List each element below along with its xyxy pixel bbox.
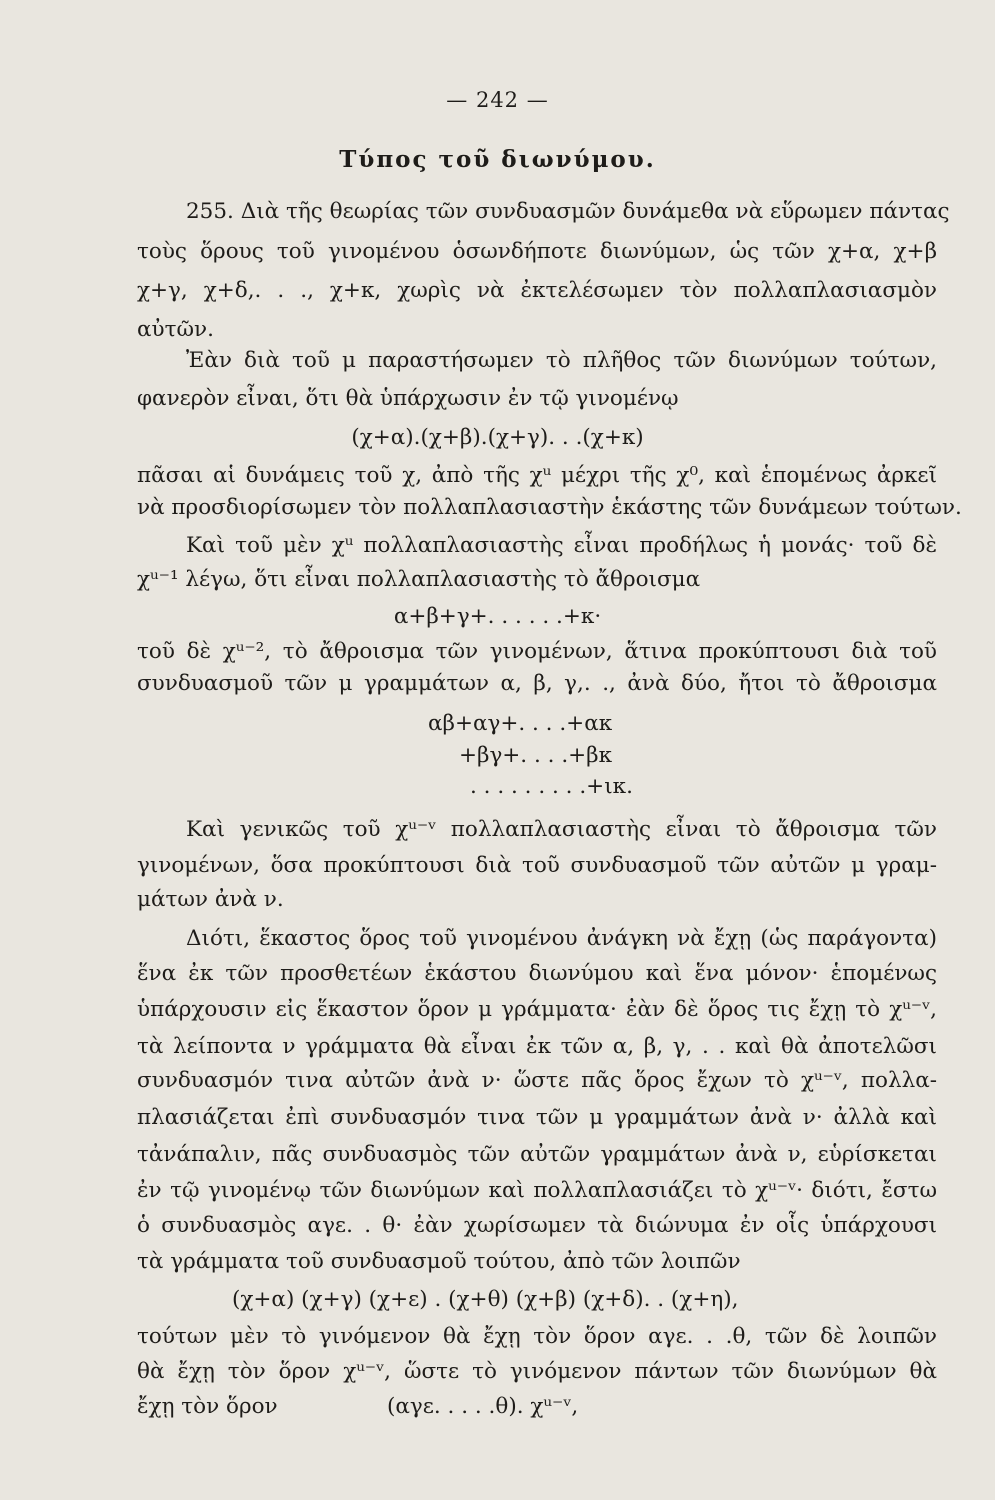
text-line: χᵘ⁻¹ λέγω, ὅτι εἶναι πολλαπλασιαστὴς τὸ ἄθροισμα (137, 567, 701, 592)
text-line: νὰ προσδιορίσωμεν τὸν πολλαπλασιαστὴν ἑκάστης τῶν δυνάμεων τούτων. (137, 495, 962, 520)
text-line: πλασιάζεται ἐπὶ συνδυασμόν τινα τῶν μ γραμμάτων ἀνὰ ν· ἀλλὰ καὶ (137, 1105, 937, 1130)
text-line: τοὺς ὅρους τοῦ γινομένου ὁσωνδήποτε διωνύμων, ὡς τῶν χ+α, χ+β (137, 239, 937, 264)
text-line: γινομένων, ὅσα προκύπτουσι διὰ τοῦ συνδυασμοῦ τῶν αὐτῶν μ γραμ- (137, 853, 937, 878)
formula-line: α+β+γ+. . . . . .+κ· (393, 604, 602, 629)
text-line: ὁ συνδυασμὸς αγε. . θ· ἐὰν χωρίσωμεν τὰ διώνυμα ἐν οἷς ὑπάρχουσι (137, 1213, 937, 1238)
formula-line: αβ+αγ+. . . .+ακ (428, 711, 613, 736)
text-line: ἕνα ἐκ τῶν προσθετέων ἑκάστου διωνύμου καὶ ἕνα μόνον· ἑπομένως (137, 961, 937, 986)
text-line: αὐτῶν. (137, 317, 214, 342)
text-line: 255. Διὰ τῆς θεωρίας τῶν συνδυασμῶν δυνάμεθα νὰ εὕρωμεν πάντας (186, 199, 950, 224)
text-line: συνδυασμόν τινα αὐτῶν ἀνὰ ν· ὥστε πᾶς ὅρος ἔχων τὸ χᵘ⁻ᵛ, πολλα- (137, 1068, 937, 1093)
text-line: τἀνάπαλιν, πᾶς συνδυασμὸς τῶν αὐτῶν γραμμάτων ἀνὰ ν, εὑρίσκεται (137, 1142, 937, 1167)
text-line: Ἐὰν διὰ τοῦ μ παραστήσωμεν τὸ πλῆθος τῶν διωνύμων τούτων, (186, 348, 937, 373)
text-line: τούτων μὲν τὸ γινόμενον θὰ ἔχῃ τὸν ὅρον αγε. . .θ, τῶν δὲ λοιπῶν (137, 1324, 937, 1349)
text-line: Καὶ γενικῶς τοῦ χᵘ⁻ᵛ πολλαπλασιαστὴς εἶναι τὸ ἄθροισμα τῶν (186, 817, 937, 842)
text-line: Διότι, ἕκαστος ὅρος τοῦ γινομένου ἀνάγκη νὰ ἔχῃ (ὡς παράγοντα) (186, 926, 937, 951)
text-line: τὰ λείποντα ν γράμματα θὰ εἶναι ἐκ τῶν α, β, γ, . . καὶ θὰ ἀποτελῶσι (137, 1034, 937, 1059)
text-line: συνδυασμοῦ τῶν μ γραμμάτων α, β, γ,. ., ἀνὰ δύο, ἤτοι τὸ ἄθροισμα (137, 671, 937, 696)
text-line: θὰ ἔχῃ τὸν ὅρον χᵘ⁻ᵛ, ὥστε τὸ γινόμενον πάντων τῶν διωνύμων θὰ (137, 1359, 937, 1384)
text-line: τὰ γράμματα τοῦ συνδυασμοῦ τούτου, ἀπὸ τῶν λοιπῶν (137, 1249, 741, 1274)
page-number: — 242 — (446, 88, 549, 112)
section-title: Τύπος τοῦ διωνύμου. (339, 146, 656, 173)
text-line: Καὶ τοῦ μὲν χᵘ πολλαπλασιαστὴς εἶναι προδήλως ἡ μονάς· τοῦ δὲ (186, 533, 937, 558)
formula-line: +βγ+. . . .+βκ (459, 743, 613, 768)
text-line: ἔχῃ τὸν ὅρον (αγε. . . . .θ). χᵘ⁻ᵛ, (137, 1394, 579, 1419)
text-line: πᾶσαι αἱ δυνάμεις τοῦ χ, ἀπὸ τῆς χᵘ μέχρι τῆς χ⁰, καὶ ἑπομένως ἀρκεῖ (137, 463, 937, 488)
text-line: τοῦ δὲ χᵘ⁻², τὸ ἄθροισμα τῶν γινομένων, ἅτινα προκύπτουσι διὰ τοῦ (137, 639, 937, 664)
formula-line: . . . . . . . . .+ικ. (470, 774, 633, 799)
text-line: φανερὸν εἶναι, ὅτι θὰ ὑπάρχωσιν ἐν τῷ γινομένῳ (137, 386, 679, 411)
text-line: χ+γ, χ+δ,. . ., χ+κ, χωρὶς νὰ ἐκτελέσωμεν τὸν πολλαπλασιασμὸν (137, 278, 937, 303)
formula-line: (χ+α) (χ+γ) (χ+ε) . (χ+θ) (χ+β) (χ+δ). . (χ+η), (232, 1287, 739, 1312)
text-line: μάτων ἀνὰ ν. (137, 887, 284, 912)
text-line: ἐν τῷ γινομένῳ τῶν διωνύμων καὶ πολλαπλασιάζει τὸ χᵘ⁻ᵛ· διότι, ἔστω (137, 1178, 937, 1203)
text-line: ὑπάρχουσιν εἰς ἕκαστον ὅρον μ γράμματα· ἐὰν δὲ ὅρος τις ἔχῃ τὸ χᵘ⁻ᵛ, (137, 997, 937, 1022)
formula-line: (χ+α).(χ+β).(χ+γ). . .(χ+κ) (351, 425, 644, 450)
